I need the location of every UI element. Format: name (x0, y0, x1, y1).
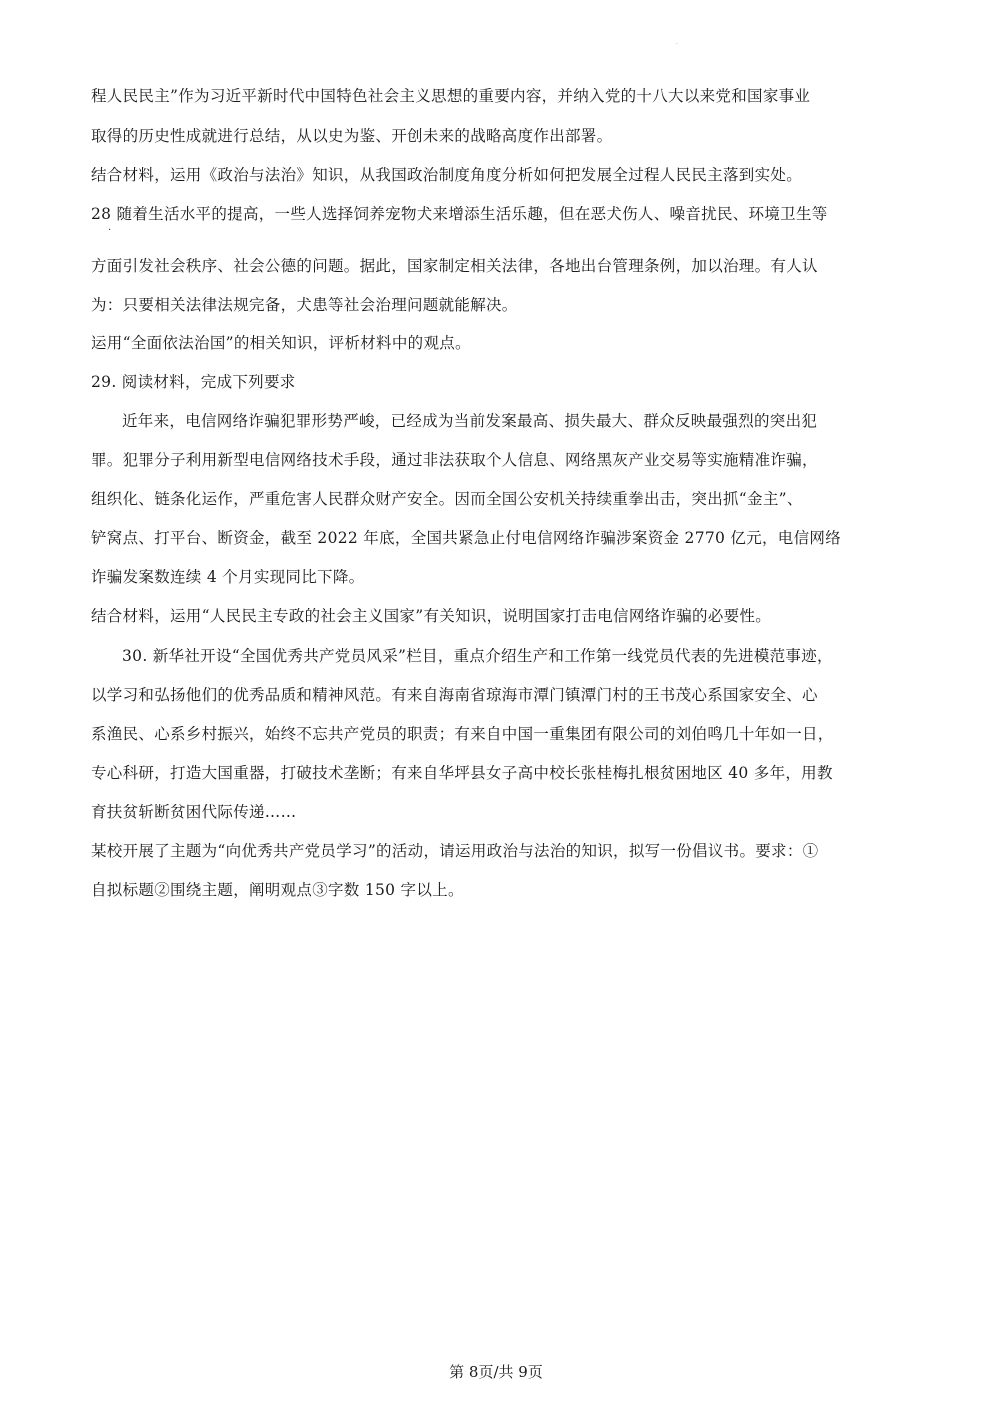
q29-material-line-3: 组织化、链条化运作，严重危害人民群众财产安全。因而全国公安机关持续重拳出击，突出抓“金主”、 (91, 490, 803, 508)
q30-material-line-2: 以学习和弘扬他们的优秀品质和精神风范。有来自海南省琼海市潭门镇潭门村的王书茂心系国家安全、心 (91, 686, 818, 704)
scan-dot: · (108, 225, 112, 236)
page-footer: 第 8页/共 9页 (449, 1363, 543, 1381)
q30-question-line-2: 自拟标题②围绕主题，阐明观点③字数 150 字以上。 (91, 881, 464, 899)
q27-text-line-2: 取得的历史性成就进行总结，从以史为鉴、开创未来的战略高度作出部署。 (91, 127, 613, 145)
q29-material-line-2: 罪。犯罪分子利用新型电信网络技术手段，通过非法获取个人信息、网络黑灰产业交易等实施精准诈骗， (91, 451, 818, 469)
scan-speck: · (676, 41, 678, 48)
q27-question: 结合材料，运用《政治与法治》知识，从我国政治制度角度分析如何把发展全过程人民民主落到实处。 (91, 166, 803, 184)
q28-text-line-3: 为：只要相关法律法规完备，犬患等社会治理问题就能解决。 (91, 296, 518, 314)
q29-material-line-4: 铲窝点、打平台、断资金，截至 2022 年底，全国共紧急止付电信网络诈骗涉案资金 2770 亿元，电信网络 (91, 529, 842, 547)
q29-material-line-1: 近年来，电信网络诈骗犯罪形势严峻，已经成为当前发案最高、损失最大、群众反映最强烈的突出犯 (122, 412, 818, 430)
q30-material-line-4: 专心科研，打造大国重器，打破技术垄断；有来自华坪县女子高中校长张桂梅扎根贫困地区 40 多年，用教 (91, 764, 833, 782)
q30-question-line-1: 某校开展了主题为“向优秀共产党员学习”的活动，请运用政治与法治的知识，拟写一份倡议书。要求：① (91, 842, 819, 860)
q28-text-line-2: 方面引发社会秩序、社会公德的问题。据此，国家制定相关法律，各地出台管理条例，加以治理。有人认 (91, 257, 818, 275)
q28-text-line-1: 28 随着生活水平的提高，一些人选择饲养宠物犬来增添生活乐趣，但在恶犬伤人、噪音扰民、环境卫生等 (91, 205, 828, 223)
q29-heading: 29. 阅读材料，完成下列要求 (91, 373, 296, 391)
q30-material-line-1: 30. 新华社开设“全国优秀共产党员风采”栏目，重点介绍生产和工作第一线党员代表的先进模范事迹， (122, 647, 833, 665)
q29-question: 结合材料，运用“人民民主专政的社会主义国家”有关知识，说明国家打击电信网络诈骗的必要性。 (91, 607, 772, 625)
q27-text-line-1: 程人民民主”作为习近平新时代中国特色社会主义思想的重要内容，并纳入党的十八大以来党和国家事业 (91, 87, 811, 105)
q30-material-line-5: 育扶贫斩断贫困代际传递…… (91, 803, 297, 821)
q29-material-line-5: 诈骗发案数连续 4 个月实现同比下降。 (91, 568, 365, 586)
q28-question: 运用“全面依法治国”的相关知识，评析材料中的观点。 (91, 334, 471, 352)
q30-material-line-3: 系渔民、心系乡村振兴，始终不忘共产党员的职责；有来自中国一重集团有限公司的刘伯鸣几十年如一日， (91, 725, 834, 743)
